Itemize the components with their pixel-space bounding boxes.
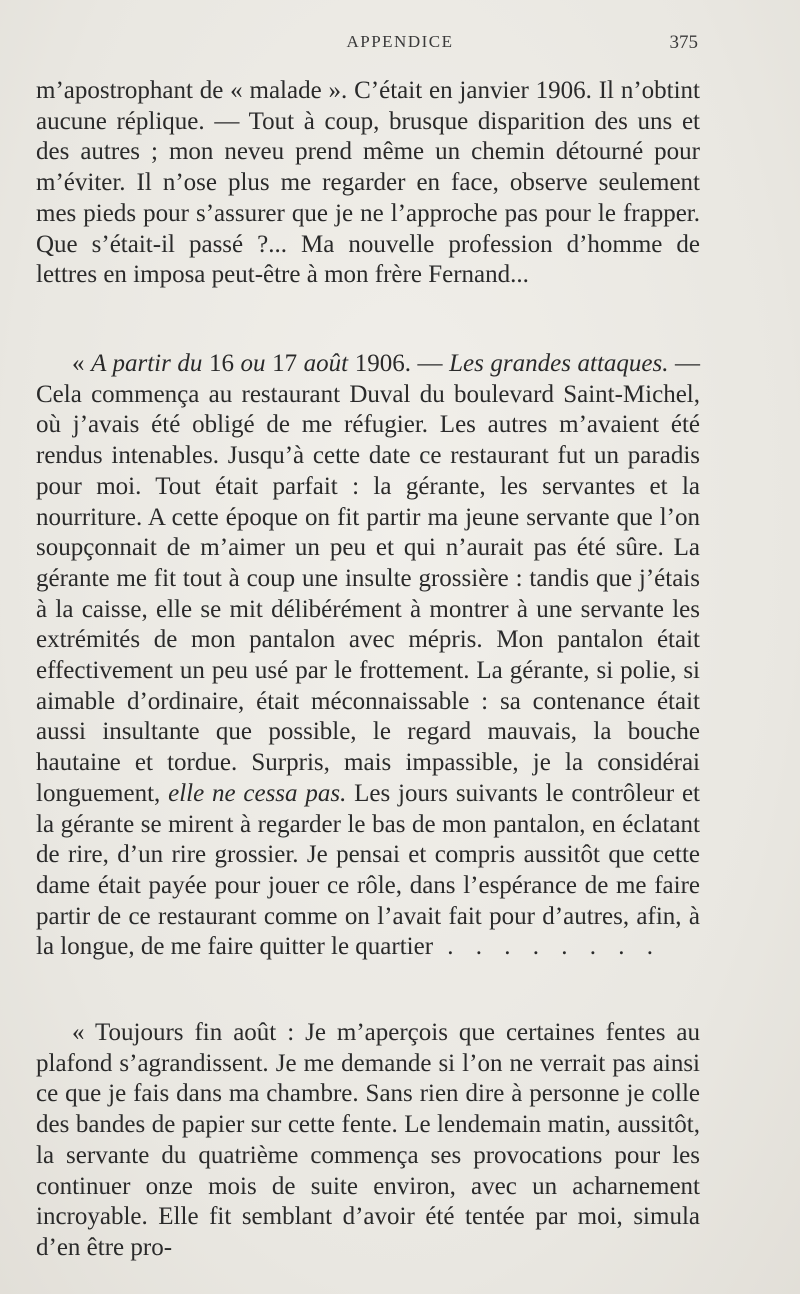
emphasis: elle ne cessa pas. bbox=[168, 779, 347, 807]
ellipsis-dots: . . . . . . . . bbox=[433, 933, 662, 961]
date-prefix: A partir du bbox=[91, 350, 203, 377]
running-title: APPENDICE bbox=[346, 32, 454, 51]
paragraph-2-body-2: Les jours suivants le contrôleur et la gérante se mirent à regarder le bas de mon pantalon, en éclatant de rire, d’un rire grossier. Je pensai et compris aussitôt que cette dame était payée pour jouer ce rôle, dans l’espérance de me faire partir de ce restaurant comme on l’avait fait pour d’autres, afin, à la longue, de me faire quitter le quartier bbox=[36, 779, 701, 961]
page-number: 375 bbox=[669, 32, 698, 53]
section-title: Les grandes attaques. bbox=[449, 350, 669, 377]
date-year: 1906. — bbox=[348, 350, 450, 377]
running-head bbox=[0, 32, 800, 60]
quote-open: « bbox=[72, 350, 92, 377]
paragraph-2 bbox=[36, 349, 700, 963]
paragraph-3-text: « Toujours fin août : Je m’aperçois que certaines fentes au plafond s’agrandissent. Je me demande si l’on ne verrait pas ainsi ce que je fais dans ma chambre. Sans rien dire à personne je colle des bandes de papier sur cette fente. Le lendemain matin, aussitôt, la servante du quatrième commença ses provocations pour les continuer onze mois de suite environ, avec un acharnement incroyable. Elle fit semblant d’avoir été tentée par moi, simula d’en être pro- bbox=[36, 1019, 700, 1261]
date-or: ou bbox=[240, 350, 266, 377]
date-day-1: 16 bbox=[202, 350, 241, 377]
paragraph-2-body-1: — Cela commença au restaurant Duval du boulevard Saint-Michel, où j’avais été obligé de me réfugier. Les autres m’avaient été rendus intenables. Jusqu’à cette date ce restaurant fut un paradis pour moi. Tout était parfait : la gérante, les servantes et la nourriture. A cette époque on fit partir ma jeune servante que l’on soupçonnait de m’aimer un peu et qui n’aurait pas été sûre. La gérante me fit tout à coup une insulte grossière : tandis que j’étais à la caisse, elle se mit délibérément à montrer à une servante les extrémités de mon pantalon avec mépris. Mon pantalon était effectivement un peu usé par le frottement. La gérante, si polie, si aimable d’ordinaire, était méconnaissable : sa contenance était aussi insultante que possible, le regard mauvais, la bouche hautaine et tordue. Surpris, mais impassible, je la considérai longuement, bbox=[36, 350, 701, 807]
paragraph-3 bbox=[36, 1018, 700, 1264]
paragraph-1 bbox=[36, 76, 700, 291]
paragraph-2-text bbox=[36, 349, 700, 963]
paragraph-1-text: m’apostrophant de « malade ». C’était en janvier 1906. Il n’obtint aucune réplique. — Tout à coup, brusque disparition des uns et des autres ; mon neveu prend même un chemin détourné pour m’éviter. Il n’ose plus me regarder en face, observe seulement mes pieds pour s’assurer que je ne l’approche pas pour le frapper. Que s’était-il passé ?... Ma nouvelle profession d’homme de lettres en imposa peut-être à mon frère Fernand... bbox=[36, 77, 700, 289]
date-day-2: 17 bbox=[265, 350, 304, 377]
date-month: août bbox=[303, 350, 349, 377]
